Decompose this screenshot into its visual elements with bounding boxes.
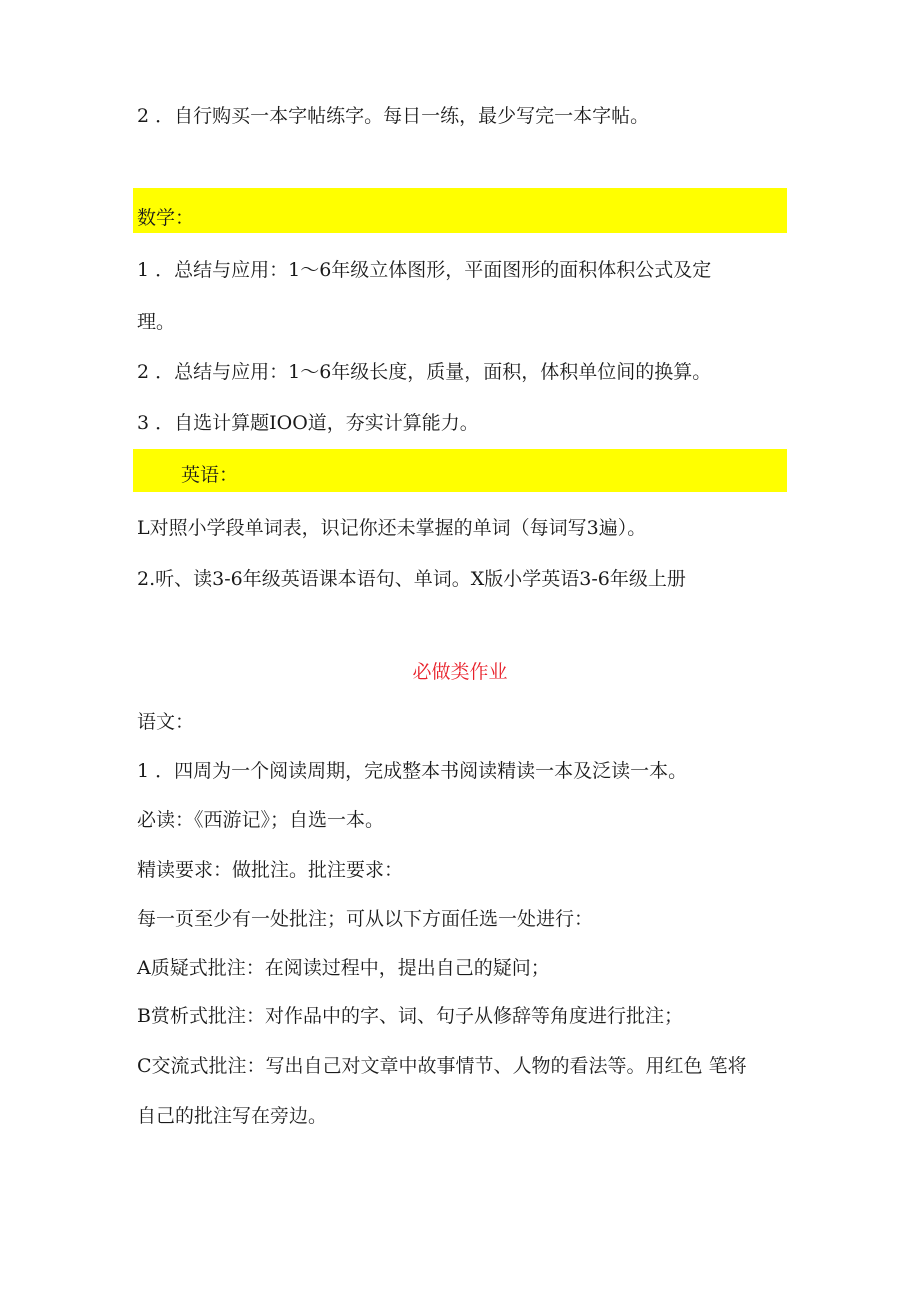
annotation-type-c-line-1: C交流式批注：写出自己对文章中故事情节、人物的看法等。用红色 笔将 bbox=[137, 1055, 747, 1077]
math-heading-highlight bbox=[133, 188, 787, 233]
math-heading: 数学： bbox=[137, 207, 195, 229]
math-item-1-line-2: 理。 bbox=[137, 311, 176, 333]
per-page-annotation-rule: 每一页至少有一处批注；可从以下方面任选一处进行： bbox=[137, 908, 594, 930]
english-item-1: L对照小学段单词表，识记你还未掌握的单词（每词写3遍）。 bbox=[137, 517, 647, 539]
annotation-type-b: B赏析式批注：对作品中的字、词、句子从修辞等角度进行批注； bbox=[137, 1005, 683, 1027]
required-item-1: 1 ．四周为一个阅读周期，完成整本书阅读精读一本及泛读一本。 bbox=[137, 760, 688, 782]
math-item-2: 2 ．总结与应用：1～6年级长度，质量，面积，体积单位间的换算。 bbox=[137, 361, 712, 383]
writing-item-2: 2 ．自行购买一本字帖练字。每日一练，最少写完一本字帖。 bbox=[137, 105, 650, 127]
english-heading: 英语： bbox=[181, 464, 239, 486]
annotation-type-a: A质疑式批注：在阅读过程中，提出自己的疑问； bbox=[137, 957, 550, 979]
required-homework-title: 必做类作业 bbox=[412, 661, 508, 683]
must-read-line: 必读：《西游记》；自选一本。 bbox=[137, 809, 385, 831]
intensive-reading-requirement: 精读要求：做批注。批注要求： bbox=[137, 859, 404, 881]
annotation-type-c-line-2: 自己的批注写在旁边。 bbox=[137, 1105, 328, 1127]
english-item-2: 2.听、读3-6年级英语课本语句、单词。X版小学英语3-6年级上册 bbox=[137, 568, 686, 590]
math-item-1-line-1: 1 ．总结与应用：1～6年级立体图形，平面图形的面积体积公式及定 bbox=[137, 259, 712, 281]
math-item-3: 3 ．自选计算题IOO道，夯实计算能力。 bbox=[137, 412, 479, 434]
required-chinese-heading: 语文： bbox=[137, 711, 195, 733]
english-heading-highlight bbox=[133, 449, 787, 492]
